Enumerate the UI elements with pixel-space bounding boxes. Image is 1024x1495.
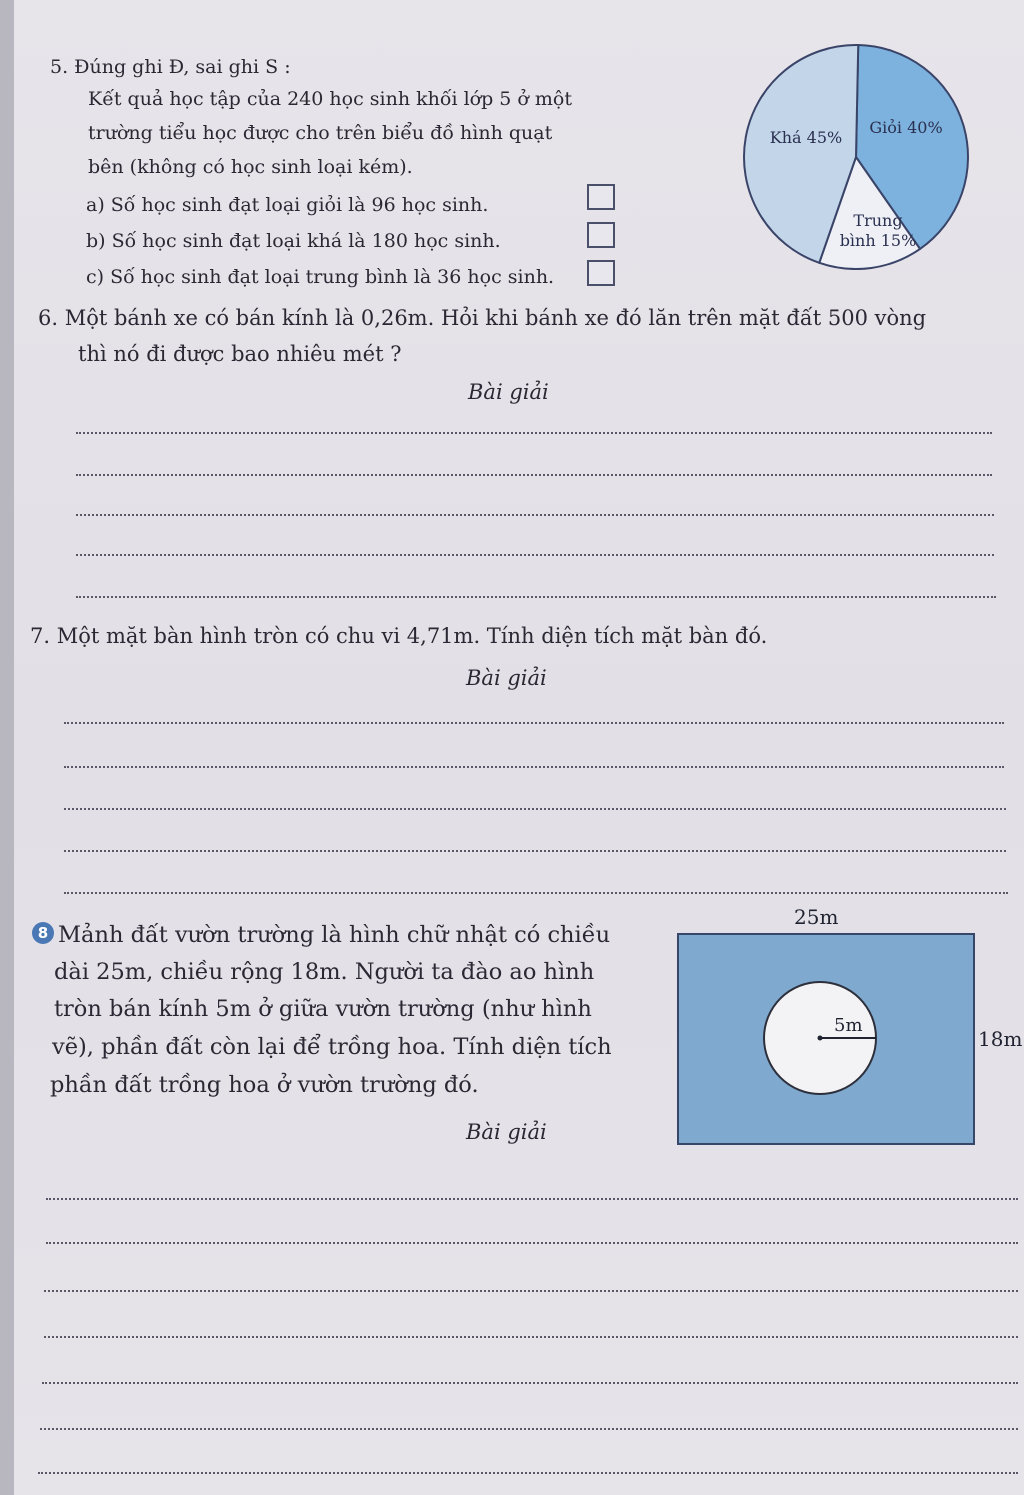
answer-box-b[interactable] xyxy=(587,222,615,248)
answer-box-c[interactable] xyxy=(587,260,615,286)
q8-line-3: tròn bán kính 5m ở giữa vườn trường (như hình xyxy=(54,996,592,1022)
q7-answer-line-3[interactable] xyxy=(64,808,1006,810)
q6-answer-line-1[interactable] xyxy=(76,432,992,434)
q8-line-2: dài 25m, chiều rộng 18m. Người ta đào ao hình xyxy=(54,959,595,985)
q8-answer-line-3[interactable] xyxy=(44,1290,1018,1292)
radius-label: 5m xyxy=(834,1015,863,1036)
q6-solution-heading: Bài giải xyxy=(468,380,549,404)
length-label: 25m xyxy=(794,905,839,929)
q7-solution-heading: Bài giải xyxy=(466,666,547,690)
q8-solution-heading: Bài giải xyxy=(466,1120,547,1144)
q8-line-1: Mảnh đất vườn trường là hình chữ nhật có chiều xyxy=(58,922,611,948)
q7-answer-line-4[interactable] xyxy=(64,850,1006,852)
pie-chart xyxy=(736,30,996,270)
q8-answer-line-7[interactable] xyxy=(38,1472,1018,1474)
pie-label-1-0: Trung xyxy=(853,211,903,230)
q5-item-b: b) Số học sinh đạt loại khá là 180 học sinh. xyxy=(86,230,501,252)
q6-line-2: thì nó đi được bao nhiêu mét ? xyxy=(78,342,402,366)
q8-line-5: phần đất trồng hoa ở vườn trường đó. xyxy=(50,1072,479,1098)
q6-line-1: 6. Một bánh xe có bán kính là 0,26m. Hỏi khi bánh xe đó lăn trên mặt đất 500 vòng xyxy=(38,306,927,330)
q7-answer-line-5[interactable] xyxy=(64,892,1008,894)
q7-answer-line-2[interactable] xyxy=(64,766,1004,768)
page-edge xyxy=(0,0,14,1495)
pie-label-2-0: Khá 45% xyxy=(769,128,843,147)
q8-answer-line-6[interactable] xyxy=(40,1428,1018,1430)
answer-box-a[interactable] xyxy=(587,184,615,210)
q8-answer-line-1[interactable] xyxy=(46,1198,1018,1200)
q8-number-badge: 8 xyxy=(32,922,54,944)
q8-answer-line-4[interactable] xyxy=(44,1336,1018,1338)
pie-label-1-1: bình 15% xyxy=(839,231,917,250)
q6-answer-line-4[interactable] xyxy=(76,554,994,556)
q5-item-c: c) Số học sinh đạt loại trung bình là 36 học sinh. xyxy=(86,266,555,288)
width-label: 18m xyxy=(978,1027,1023,1051)
q5-intro-line-3: bên (không có học sinh loại kém). xyxy=(88,156,413,178)
q7-answer-line-1[interactable] xyxy=(64,722,1004,724)
q6-answer-line-5[interactable] xyxy=(76,596,996,598)
q5-intro-line-1: Kết quả học tập của 240 học sinh khối lớp 5 ở một xyxy=(88,88,572,110)
q5-intro-line-2: trường tiểu học được cho trên biểu đồ hình quạt xyxy=(88,122,553,144)
q8-answer-line-2[interactable] xyxy=(46,1242,1018,1244)
q8-answer-line-5[interactable] xyxy=(42,1382,1018,1384)
q6-answer-line-2[interactable] xyxy=(76,474,992,476)
q5-item-a: a) Số học sinh đạt loại giỏi là 96 học sinh. xyxy=(86,194,489,216)
pie-label-0-0: Giỏi 40% xyxy=(869,118,943,137)
pond-center-dot xyxy=(818,1036,823,1041)
q7-line: 7. Một mặt bàn hình tròn có chu vi 4,71m. Tính diện tích mặt bàn đó. xyxy=(30,624,768,648)
q5-heading: 5. Đúng ghi Đ, sai ghi S : xyxy=(50,56,291,78)
q6-answer-line-3[interactable] xyxy=(76,514,994,516)
q8-line-4: vẽ), phần đất còn lại để trồng hoa. Tính diện tích xyxy=(52,1034,612,1060)
garden-figure xyxy=(670,900,1024,1152)
